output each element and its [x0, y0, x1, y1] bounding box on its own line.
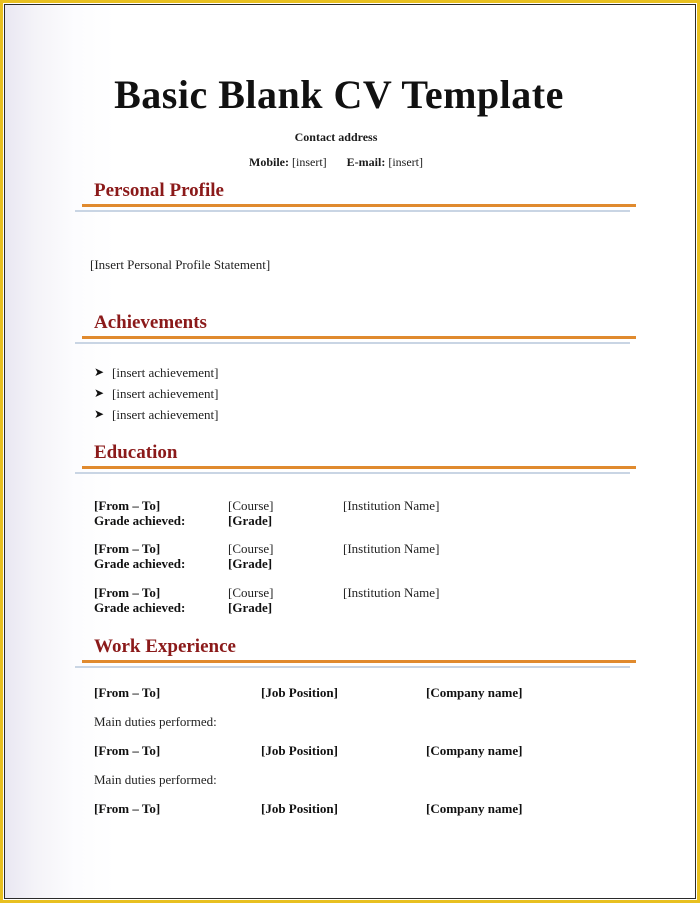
bullet-arrow-icon: ➤ — [94, 386, 105, 400]
page-title: Basic Blank CV Template — [114, 72, 564, 117]
section-divider — [75, 472, 630, 474]
section-divider — [75, 666, 630, 668]
work-dates: [From – To] — [94, 685, 161, 700]
bullet-arrow-icon: ➤ — [94, 365, 105, 379]
profile-statement: [Insert Personal Profile Statement] — [90, 257, 271, 272]
contact-address: Contact address — [294, 130, 378, 144]
section-divider — [82, 466, 636, 469]
work-position: [Job Position] — [261, 685, 338, 700]
education-institution: [Institution Name] — [343, 585, 440, 600]
section-divider — [82, 204, 636, 207]
work-duties: Main duties performed: — [94, 714, 217, 729]
email-label: E-mail: — [346, 155, 386, 169]
education-dates: [From – To] — [94, 541, 161, 556]
education-course: [Course] — [228, 498, 274, 513]
mobile-label: Mobile: — [249, 155, 289, 169]
education-course: [Course] — [228, 541, 274, 556]
grade-value: [Grade] — [228, 600, 273, 615]
education-institution: [Institution Name] — [343, 541, 440, 556]
work-company: [Company name] — [426, 743, 523, 758]
work-position: [Job Position] — [261, 743, 338, 758]
section-title-education: Education — [94, 442, 178, 463]
mobile-value: [insert] — [292, 155, 327, 169]
work-duties: Main duties performed: — [94, 772, 217, 787]
education-institution: [Institution Name] — [343, 498, 440, 513]
section-divider — [82, 336, 636, 339]
grade-value: [Grade] — [228, 513, 273, 528]
work-company: [Company name] — [426, 801, 523, 816]
section-title-work: Work Experience — [94, 636, 236, 657]
grade-label: Grade achieved: — [94, 513, 186, 528]
achievement-item: [insert achievement] — [112, 365, 219, 380]
work-dates: [From – To] — [94, 801, 161, 816]
education-course: [Course] — [228, 585, 274, 600]
email-value: [insert] — [388, 155, 423, 169]
section-divider — [82, 660, 636, 663]
cv-page — [4, 4, 696, 899]
section-title-achievements: Achievements — [94, 312, 207, 333]
education-dates: [From – To] — [94, 585, 161, 600]
achievement-item: [insert achievement] — [112, 407, 219, 422]
grade-value: [Grade] — [228, 556, 273, 571]
work-dates: [From – To] — [94, 743, 161, 758]
work-position: [Job Position] — [261, 801, 338, 816]
achievement-item: [insert achievement] — [112, 386, 219, 401]
section-divider — [75, 210, 630, 212]
contact-line — [5, 155, 667, 170]
section-title-profile: Personal Profile — [94, 180, 224, 201]
education-dates: [From – To] — [94, 498, 161, 513]
grade-label: Grade achieved: — [94, 556, 186, 571]
bullet-arrow-icon: ➤ — [94, 407, 105, 421]
section-divider — [75, 342, 630, 344]
work-company: [Company name] — [426, 685, 523, 700]
grade-label: Grade achieved: — [94, 600, 186, 615]
